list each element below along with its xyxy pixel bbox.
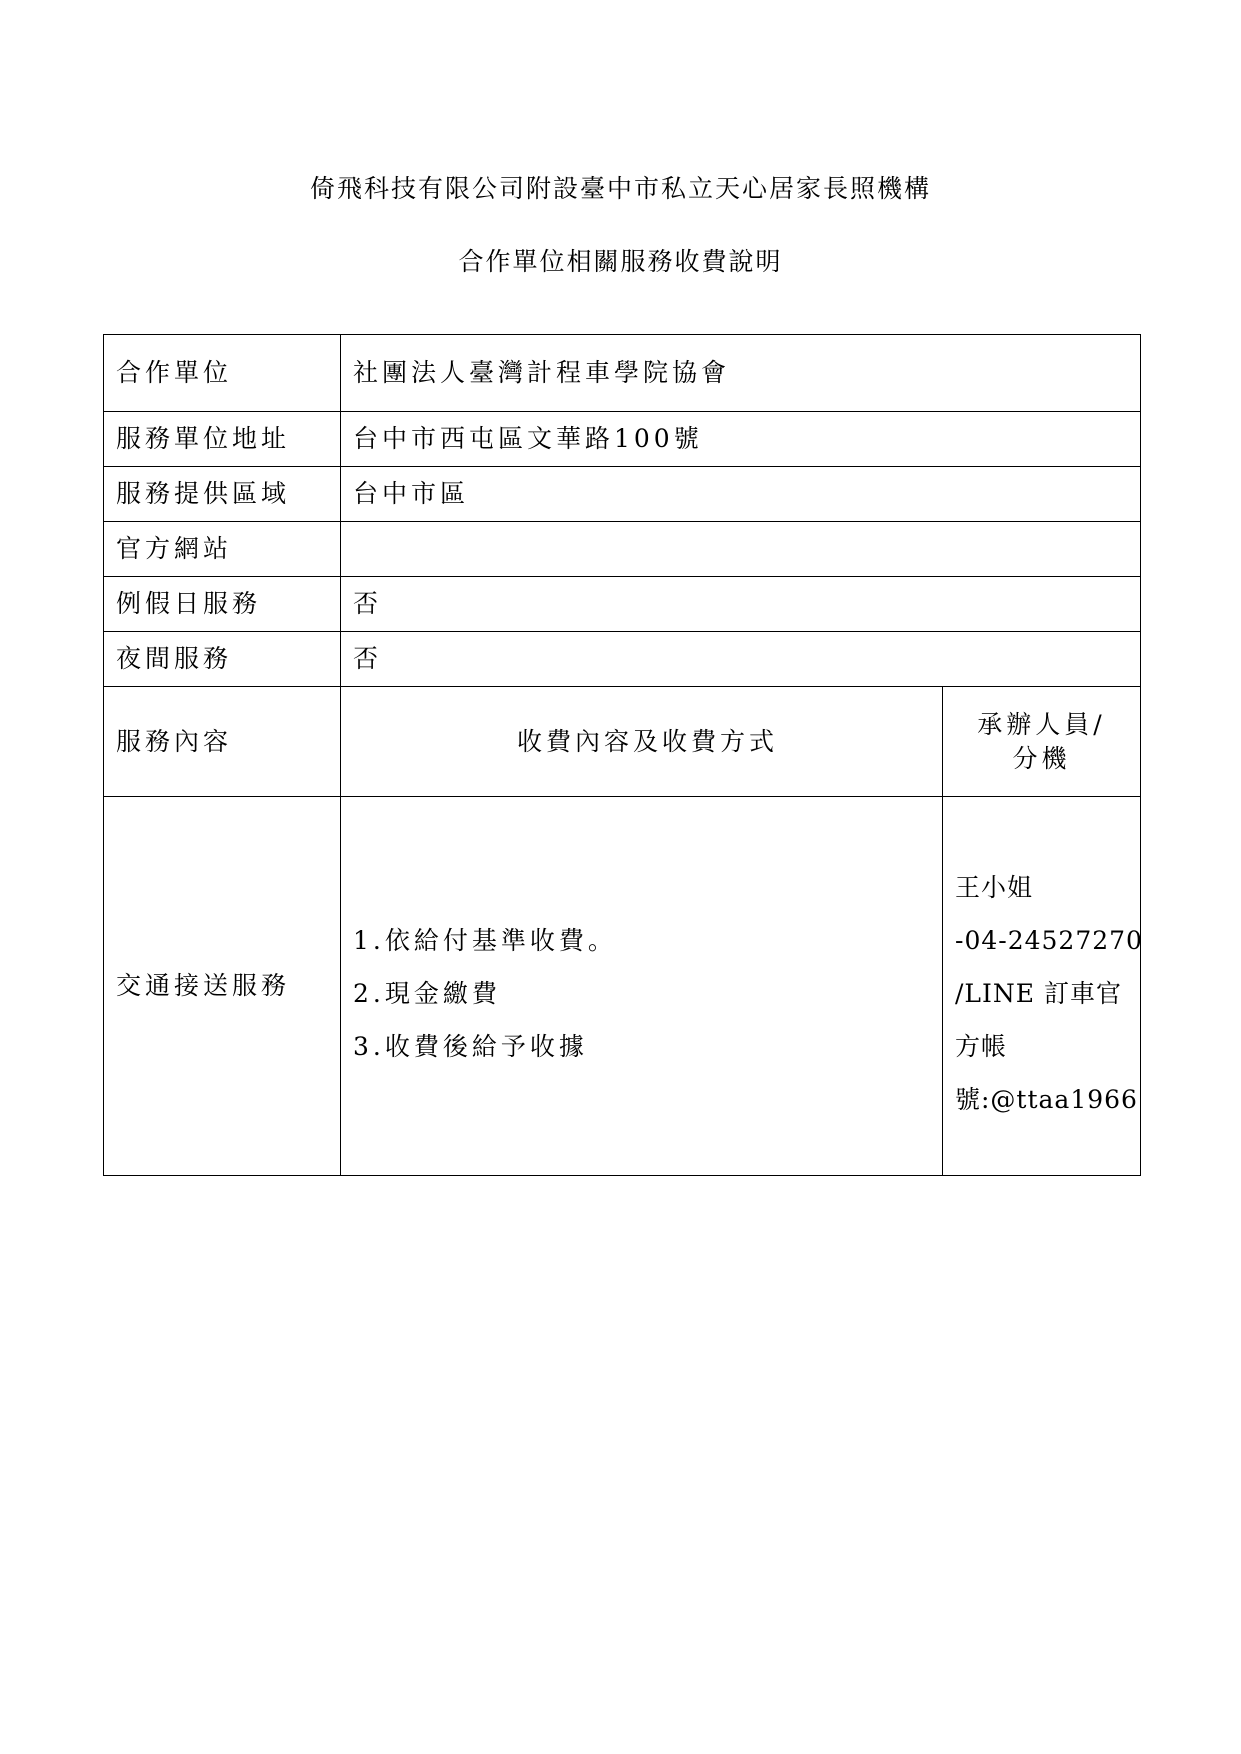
contact-line: 王小姐 xyxy=(955,872,1034,902)
row-label-website: 官方網站 xyxy=(104,522,341,577)
row-value-night: 否 xyxy=(341,632,1141,687)
row-value-address: 台中市西屯區文華路100號 xyxy=(341,412,1141,467)
contact-line: /LINE 訂車官 xyxy=(955,978,1122,1008)
page-title: 倚飛科技有限公司附設臺中市私立天心居家長照機構 xyxy=(309,174,931,203)
header-contact-line2: 分機 xyxy=(1012,743,1071,773)
service-name: 交通接送服務 xyxy=(104,797,341,1176)
row-label-area: 服務提供區域 xyxy=(104,467,341,522)
row-label-partner: 合作單位 xyxy=(104,335,341,412)
contact-line: 號:@ttaa1966 xyxy=(955,1084,1138,1114)
table-row xyxy=(104,335,1141,412)
table-row xyxy=(104,797,1141,1176)
table-row xyxy=(104,632,1141,687)
row-value-area: 台中市區 xyxy=(341,467,1141,522)
header-contact-line1: 承辦人員/ xyxy=(977,709,1106,739)
table-header-row xyxy=(104,687,1141,797)
row-value-holiday: 否 xyxy=(341,577,1141,632)
table-row xyxy=(104,467,1141,522)
fee-item: 1.依給付基準收費。 xyxy=(353,925,617,955)
header-contact xyxy=(943,687,1141,797)
contact-line: 方帳 xyxy=(955,1031,1008,1061)
row-value-website xyxy=(341,522,1141,577)
contact-line: -04-24527270 xyxy=(955,925,1143,955)
table-row xyxy=(104,412,1141,467)
fee-item: 3.收費後給予收據 xyxy=(353,1031,588,1061)
row-label-night: 夜間服務 xyxy=(104,632,341,687)
row-label-holiday: 例假日服務 xyxy=(104,577,341,632)
table-row xyxy=(104,522,1141,577)
header-service-content: 服務內容 xyxy=(104,687,341,797)
fee-item: 2.現金繳費 xyxy=(353,978,501,1008)
fee-details xyxy=(341,797,943,1176)
page-subtitle: 合作單位相關服務收費說明 xyxy=(458,247,783,276)
row-value-partner: 社團法人臺灣計程車學院協會 xyxy=(341,335,1141,412)
row-label-address: 服務單位地址 xyxy=(104,412,341,467)
contact-details xyxy=(943,797,1141,1176)
service-info-table xyxy=(103,334,1141,1176)
header-fee-content: 收費內容及收費方式 xyxy=(341,687,943,797)
table-row xyxy=(104,577,1141,632)
